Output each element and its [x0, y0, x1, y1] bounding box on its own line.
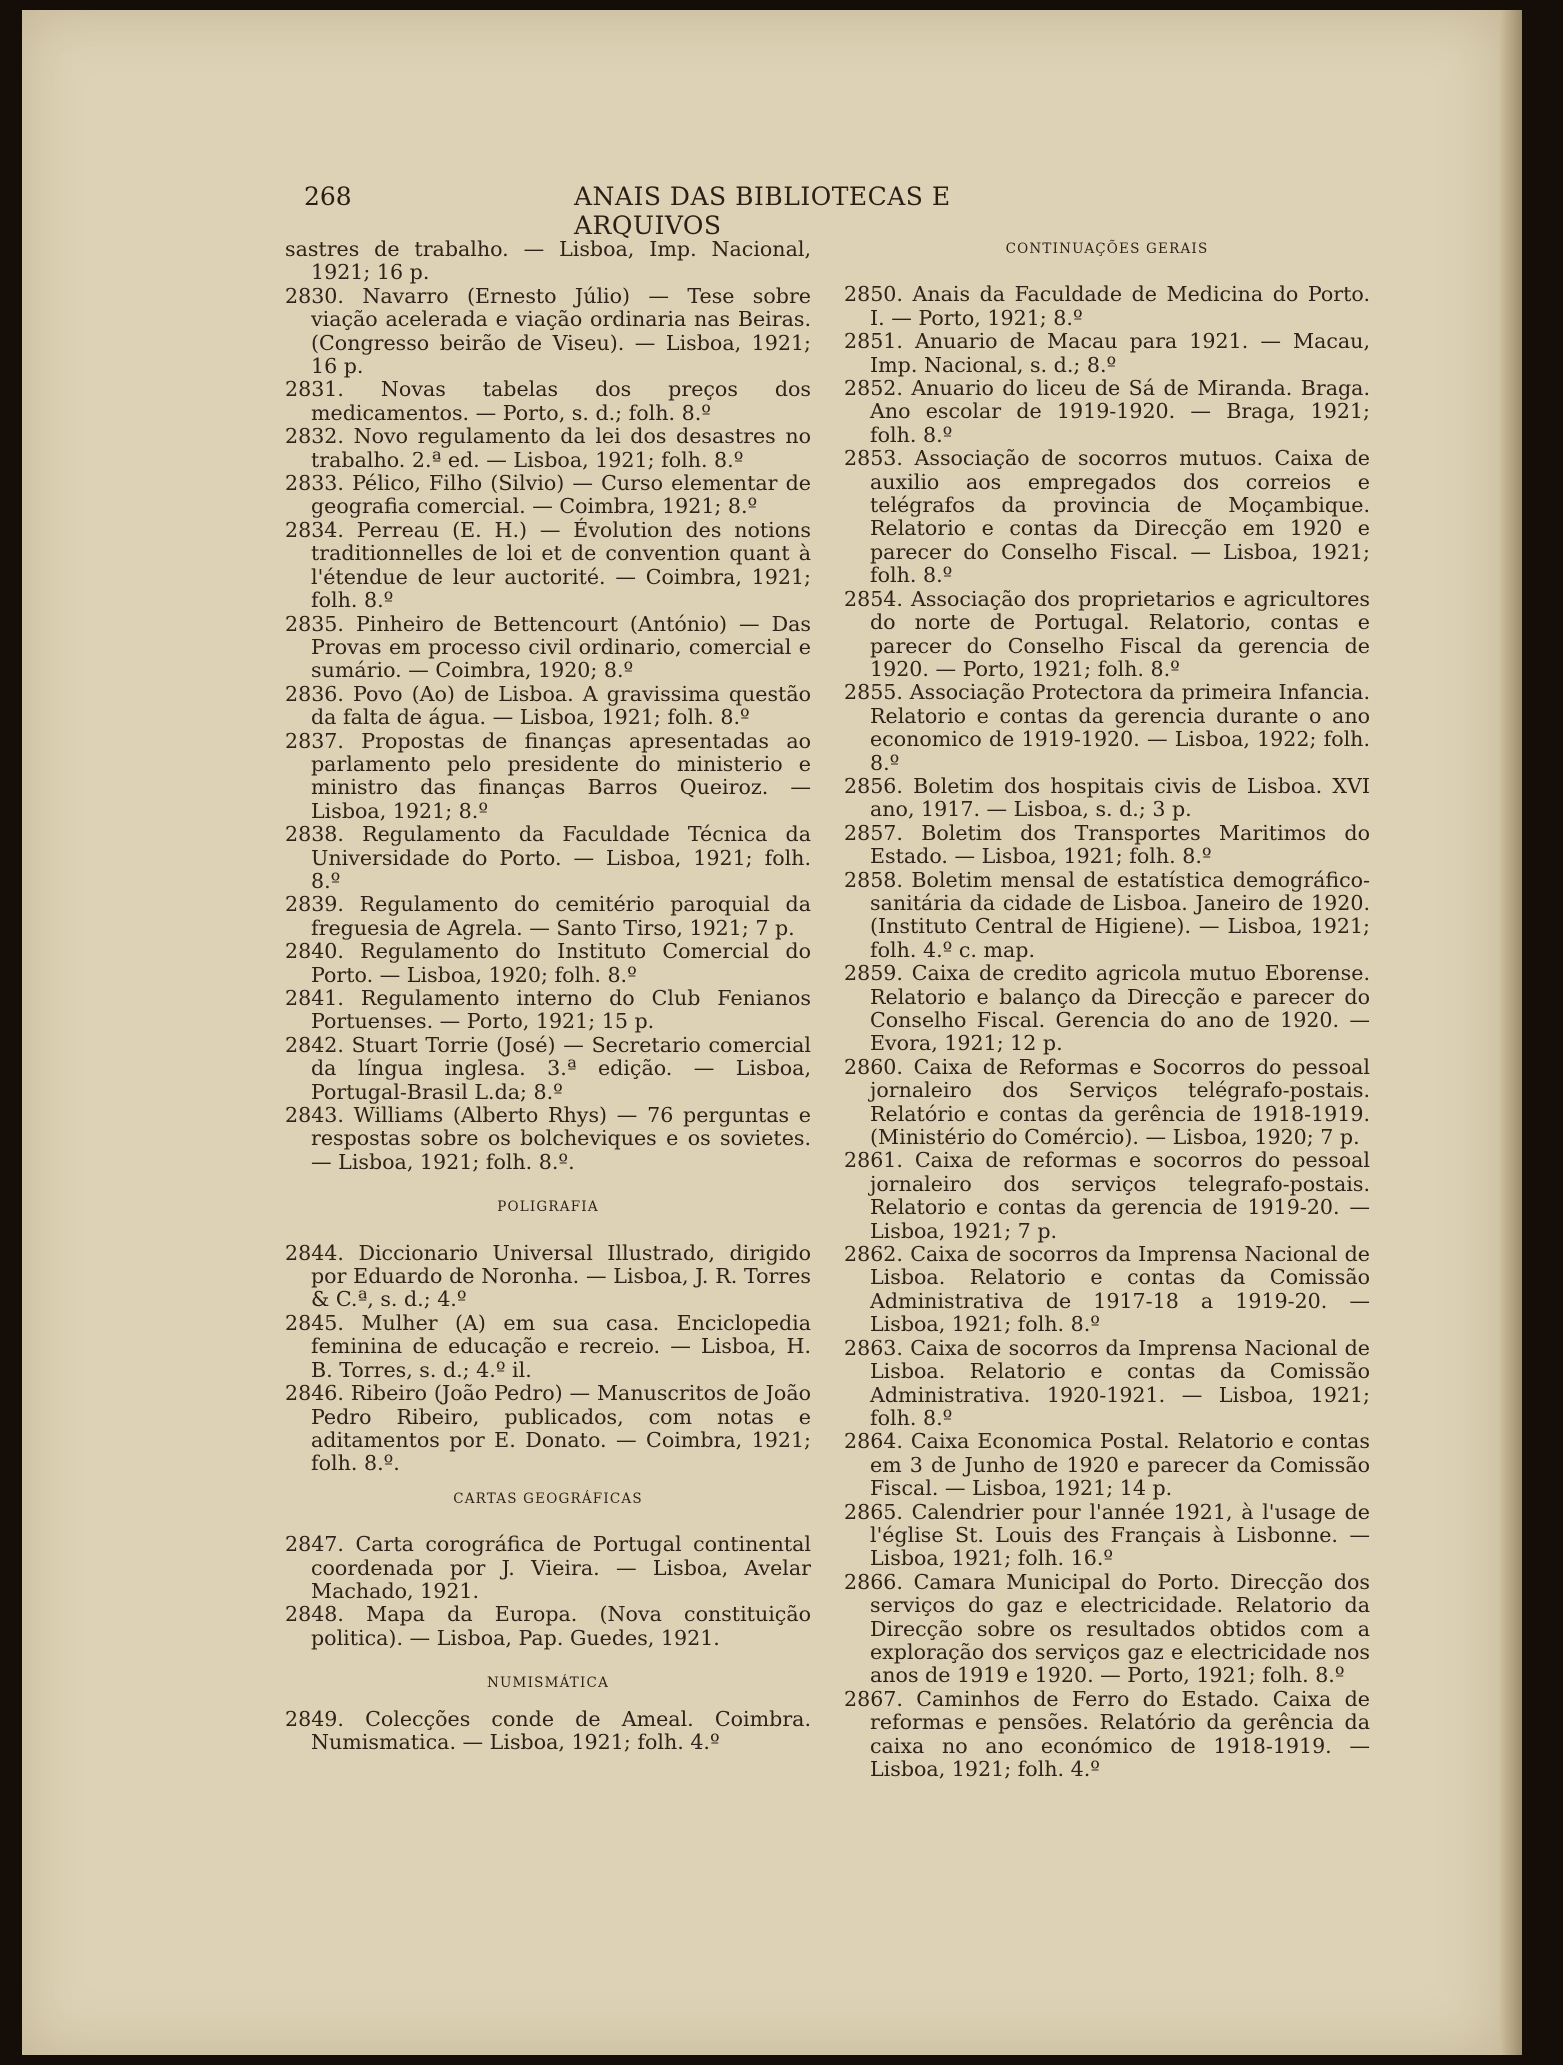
- entry: 2853. Associação de socorros mutuos. Caixa de auxilio aos empregados dos correios e telégrafos da provincia de Moçambique. Relatorio e contas da Direcção em 1920 e parecer do Conselho Fiscal. — Lisboa, 1921; folh. 8.º: [844, 446, 1370, 588]
- entry: 2843. Williams (Alberto Rhys) — 76 perguntas e respostas sobre os bolcheviques e os sovietes. — Lisboa, 1921; folh. 8.º.: [285, 1103, 811, 1174]
- entry: 2849. Colecções conde de Ameal. Coimbra. Numismatica. — Lisboa, 1921; folh. 4.º: [285, 1706, 811, 1754]
- entry: 2837. Propostas de finanças apresentadas ao parlamento pelo presidente do ministerio e ministro das finanças Barros Queiroz. — Lisboa, 1921; 8.º: [285, 728, 811, 823]
- entry: 2840. Regulamento do Instituto Comercial do Porto. — Lisboa, 1920; folh. 8.º: [285, 939, 811, 987]
- entry: sastres de trabalho. — Lisboa, Imp. Nacional, 1921; 16 p.: [285, 237, 811, 285]
- entry: 2832. Novo regulamento da lei dos desastres no trabalho. 2.ª ed. — Lisboa, 1921; folh. 8.º: [285, 424, 811, 472]
- running-title: ANAIS DAS BIBLIOTECAS E ARQUIVOS: [574, 182, 951, 240]
- entry: 2859. Caixa de credito agricola mutuo Eborense. Relatorio e balanço da Direcção e parecer do Conselho Fiscal. Gerencia do ano de 1920. — Evora, 1921; 12 p.: [844, 961, 1370, 1056]
- entry: 2857. Boletim dos Transportes Maritimos do Estado. — Lisboa, 1921; folh. 8.º: [844, 820, 1370, 869]
- entry: 2850. Anais da Faculdade de Medicina do Porto. I. — Porto, 1921; 8.º: [844, 282, 1370, 330]
- left-column: [285, 238, 811, 1754]
- entry: 2852. Anuario do liceu de Sá de Miranda. Braga. Ano escolar de 1919-1920. — Braga, 1921; folh. 8.º: [844, 376, 1370, 447]
- right-column: [844, 238, 1370, 1781]
- entry: 2842. Stuart Torrie (José) — Secretario comercial da língua inglesa. 3.ª edição. — Lisboa, Portugal-Brasil L.da; 8.º: [285, 1032, 811, 1104]
- entry: 2854. Associação dos proprietarios e agricultores do norte de Portugal. Relatorio, contas e parecer do Conselho Fiscal da gerencia de 1920. — Porto, 1921; folh. 8.º: [844, 586, 1370, 681]
- entry: 2864. Caixa Economica Postal. Relatorio e contas em 3 de Junho de 1920 e parecer da Comissão Fiscal. — Lisboa, 1921; 14 p.: [844, 1429, 1370, 1501]
- entry: 2865. Calendrier pour l'année 1921, à l'usage de l'église St. Louis des Français à Lisbonne. — Lisboa, 1921; folh. 16.º: [844, 1499, 1370, 1571]
- page-number: 268: [304, 182, 352, 211]
- entry: 2838. Regulamento da Faculdade Técnica da Universidade do Porto. — Lisboa, 1921; folh. 8.º: [285, 822, 811, 893]
- entry: 2834. Perreau (E. H.) — Évolution des notions traditionnelles de loi et de convention quant à l'étendue de leur auctorité. — Coimbra, 1921; folh. 8.º: [285, 517, 811, 613]
- entry: 2844. Diccionario Universal Illustrado, dirigido por Eduardo de Noronha. — Lisboa, J. R. Torres & C.ª, s. d.; 4.º: [285, 1240, 811, 1312]
- entry: 2867. Caminhos de Ferro do Estado. Caixa de reformas e pensões. Relatório da gerência da caixa no ano económico de 1918-1919. — Lisboa, 1921; folh. 4.º: [844, 1686, 1370, 1781]
- entry: 2862. Caixa de socorros da Imprensa Nacional de Lisboa. Relatorio e contas da Comissão Administrativa de 1917-18 a 1919-20. — Lisboa, 1921; folh. 8.º: [844, 1242, 1370, 1337]
- entry: 2863. Caixa de socorros da Imprensa Nacional de Lisboa. Relatorio e contas da Comissão Administrativa. 1920-1921. — Lisboa, 1921; folh. 8.º: [844, 1335, 1370, 1430]
- section-heading-numismatica: NUMISMÁTICA: [486, 1675, 610, 1692]
- entry: 2839. Regulamento do cemitério paroquial da freguesia de Agrela. — Santo Tirso, 1921; 7 p.: [285, 892, 811, 940]
- page-header: [304, 182, 1104, 240]
- entry: 2847. Carta corográfica de Portugal continental coordenada por J. Vieira. — Lisboa, Avelar Machado, 1921.: [285, 1532, 811, 1603]
- entry: 2841. Regulamento interno do Club Fenianos Portuenses. — Porto, 1921; 15 p.: [285, 986, 811, 1034]
- page-edge: [1500, 10, 1522, 2055]
- section-heading-poligrafia: POLIGRAFIA: [497, 1199, 599, 1216]
- entry: 2861. Caixa de reformas e socorros do pessoal jornaleiro dos serviços telegrafo-postais. Relatorio e contas da gerencia de 1919-20. — Lisboa, 1921; 7 p.: [844, 1148, 1370, 1243]
- section-heading-cartas: CARTAS GEOGRÁFICAS: [453, 1490, 643, 1507]
- entry: 2858. Boletim mensal de estatística demográfico-sanitária da cidade de Lisboa. Janeiro de 1920. (Instituto Central de Higiene). — Lisboa, 1921; folh. 4.º c. map.: [844, 867, 1370, 962]
- entry: 2833. Pélico, Filho (Silvio) — Curso elementar de geografia comercial. — Coimbra, 1921; 8.º: [285, 471, 811, 519]
- entry: 2831. Novas tabelas dos preços dos medicamentos. — Porto, s. d.; folh. 8.º: [285, 377, 811, 425]
- entry: 2860. Caixa de Reformas e Socorros do pessoal jornaleiro dos Serviços telégrafo-postais. Relatório e contas da gerência de 1918-1919. (Ministério do Comércio). — Lisboa, 1920; 7 p.: [844, 1054, 1370, 1150]
- entry: 2846. Ribeiro (João Pedro) — Manuscritos de João Pedro Ribeiro, publicados, com notas e aditamentos por E. Donato. — Coimbra, 1921; folh. 8.º.: [285, 1381, 811, 1476]
- entry: 2855. Associação Protectora da primeira Infancia. Relatorio e contas da gerencia durante o ano economico de 1919-1920. — Lisboa, 1922; folh. 8.º: [844, 680, 1370, 775]
- entry: 2848. Mapa da Europa. (Nova constituição politica). — Lisboa, Pap. Guedes, 1921.: [285, 1602, 811, 1650]
- entry: 2856. Boletim dos hospitais civis de Lisboa. XVI ano, 1917. — Lisboa, s. d.; 3 p.: [844, 773, 1370, 822]
- entry: 2830. Navarro (Ernesto Júlio) — Tese sobre viação acelerada e viação ordinaria nas Beiras. (Congresso beirão de Viseu). — Lisboa, 1921; 16 p.: [285, 283, 811, 379]
- document-page: [22, 10, 1500, 2055]
- entry: 2835. Pinheiro de Bettencourt (António) — Das Provas em processo civil ordinario, comercial e sumário. — Coimbra, 1920; 8.º: [285, 611, 811, 683]
- entry: 2851. Anuario de Macau para 1921. — Macau, Imp. Nacional, s. d.; 8.º: [844, 329, 1370, 377]
- section-heading-continuacoes: CONTINUAÇÕES GERAIS: [1005, 241, 1209, 257]
- entry: 2845. Mulher (A) em sua casa. Enciclopedia feminina de educação e recreio. — Lisboa, H. B. Torres, s. d.; 4.º il.: [285, 1310, 811, 1382]
- entry: 2836. Povo (Ao) de Lisboa. A gravissima questão da falta de água. — Lisboa, 1921; folh. 8.º: [285, 681, 811, 730]
- entry: 2866. Camara Municipal do Porto. Direcção dos serviços do gaz e electricidade. Relatorio da Direcção sobre os resultados obtidos com a exploração dos serviços gaz e electricidade nos anos de 1919 e 1920. — Porto, 1921; folh. 8.º: [844, 1569, 1370, 1688]
